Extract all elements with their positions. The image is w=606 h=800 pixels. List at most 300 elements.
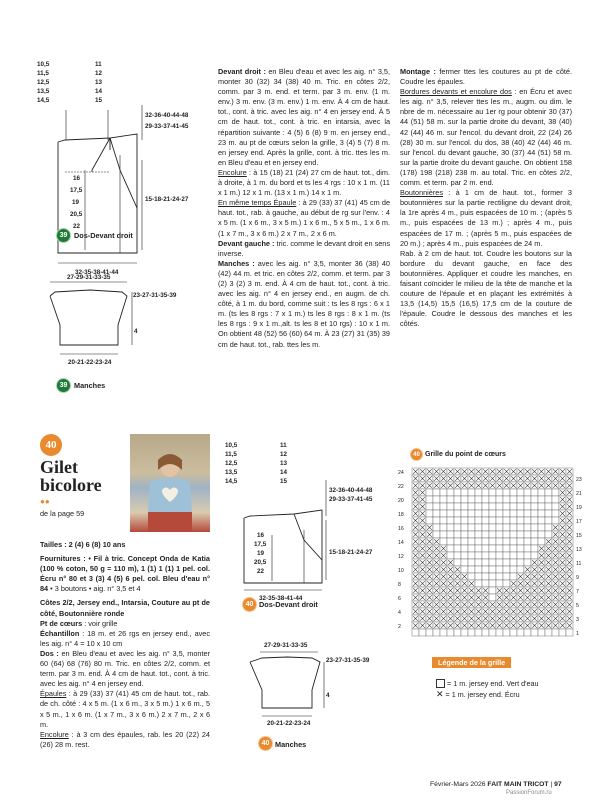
grid-cell bbox=[482, 580, 489, 587]
grid-cell bbox=[475, 517, 482, 524]
grid-cell bbox=[545, 510, 552, 517]
grid-cell bbox=[454, 552, 461, 559]
grid-cell bbox=[426, 510, 433, 517]
devant-left-num-3: 12,5 bbox=[37, 79, 50, 86]
pattern-title-2: bicolore bbox=[40, 475, 102, 495]
label: Encolure bbox=[40, 729, 69, 739]
grid-cell bbox=[440, 496, 447, 503]
grid-cell bbox=[454, 510, 461, 517]
grid-cell bbox=[454, 538, 461, 545]
grid-cell bbox=[496, 489, 503, 496]
grid-row-label-left: 16 bbox=[398, 526, 404, 532]
devant-caption-top: Dos-Devant droit bbox=[74, 231, 133, 240]
text: : voir grille bbox=[82, 618, 118, 628]
footer-page: 97 bbox=[554, 781, 562, 788]
para-epaule bbox=[218, 198, 390, 238]
ulabel: Bordures devants et encolure dos bbox=[400, 87, 512, 97]
grid-cell bbox=[447, 538, 454, 545]
grid-cell bbox=[447, 524, 454, 531]
grid-cell bbox=[433, 510, 440, 517]
pt-coeurs bbox=[40, 619, 210, 629]
grid-cell bbox=[489, 594, 496, 601]
devant-inner-3: 19 bbox=[72, 199, 80, 206]
devant-right-num-5: 15 bbox=[95, 97, 103, 104]
text: tric. comme le devant droit en sens inverse. bbox=[218, 238, 390, 258]
grid-cell bbox=[545, 531, 552, 538]
b-side: 15-18-21-24-27 bbox=[329, 549, 373, 556]
grid-cell bbox=[426, 517, 433, 524]
grid-cell bbox=[559, 629, 566, 636]
text: avec les aig. n° 3,5, monter 36 (38) 40 (42) 44 m. et tric. en côtes 2/2, comm. et term. par 3 (2) 3 (2) 3 m. end. À 4 cm de haut. tot., cont. à tric. avec les aig. n° 4 en jersey end., en augm. de ch. côté, à 1 m. du bord, comme suit : ts les 8 rgs : 6 x 1 m. (ts les 8 rgs : 7 x 1 m.) ts les 8 rgs : 8 x 1 m. (ts les 8 rgs : 9 x 1 m.,alt. ts les 8 et 10 rgs) : 10 x 1 m. On obtient 48 (52) 56 (60) 64 m. À 23 (27) 31 (35) 39 cm de haut. tot., rab. ttes les m. bbox=[218, 258, 390, 349]
grid-cell bbox=[538, 496, 545, 503]
grid-cell bbox=[440, 489, 447, 496]
grid-cell bbox=[440, 531, 447, 538]
b-right-num-4: 14 bbox=[280, 469, 288, 476]
grid-cell bbox=[461, 531, 468, 538]
grid-cell bbox=[468, 629, 475, 636]
grid-cell bbox=[552, 496, 559, 503]
difficulty-dots: ●● bbox=[40, 497, 50, 506]
grid-cell bbox=[503, 524, 510, 531]
grid-cell bbox=[440, 510, 447, 517]
grid-cell bbox=[503, 510, 510, 517]
grid-cell bbox=[517, 545, 524, 552]
grid-cell bbox=[468, 517, 475, 524]
grid-cell bbox=[524, 524, 531, 531]
figure-badge-39b: 39 bbox=[56, 378, 71, 393]
grid-cell bbox=[496, 545, 503, 552]
grid-cell bbox=[496, 580, 503, 587]
grid-cell bbox=[461, 538, 468, 545]
grid-row-label-left: 2 bbox=[398, 624, 401, 630]
grid-badge: 40 bbox=[410, 448, 423, 461]
text: : à 15 (18) 21 (24) 27 cm de haut. tot., dim. à droite, à 1 m. du bord et ts les 4 rgs : 10 x 1 m. (11 x 1 m.) 12 x 1 m. (13 x 1 m.) 14 x 1 m. bbox=[218, 167, 390, 198]
grid-cell bbox=[517, 496, 524, 503]
grid-cell bbox=[503, 552, 510, 559]
ulabel: Boutonnières bbox=[400, 188, 444, 198]
grid-cell bbox=[503, 559, 510, 566]
grid-row-label-right: 17 bbox=[576, 519, 582, 525]
grid-cell bbox=[496, 566, 503, 573]
grid-cell bbox=[510, 489, 517, 496]
grid-cell bbox=[461, 524, 468, 531]
devant-right-num-4: 14 bbox=[95, 88, 103, 95]
grid-cell bbox=[545, 503, 552, 510]
grid-cell bbox=[524, 489, 531, 496]
b-left-num-5: 14,5 bbox=[225, 478, 238, 485]
grid-cell bbox=[475, 559, 482, 566]
devant-height-mid: 29-33-37-41-45 bbox=[145, 123, 189, 130]
grid-cell bbox=[468, 552, 475, 559]
grid-cell bbox=[482, 629, 489, 636]
b-inner-4: 20,5 bbox=[254, 559, 267, 566]
grid-cell bbox=[552, 503, 559, 510]
grid-cell bbox=[538, 629, 545, 636]
manche-top: 27-29-31-33-35 bbox=[67, 274, 111, 281]
grid-cell bbox=[461, 545, 468, 552]
grid-row-label-left: 14 bbox=[398, 540, 404, 546]
pattern-number-badge: 40 bbox=[40, 434, 62, 456]
grid-cell bbox=[475, 510, 482, 517]
grid-cell bbox=[468, 545, 475, 552]
grid-cell bbox=[440, 524, 447, 531]
devant-side: 15-18-21-24-27 bbox=[145, 196, 189, 203]
grid-cell bbox=[475, 503, 482, 510]
grid-cell bbox=[524, 545, 531, 552]
points-list: Côtes 2/2, Jersey end., Intarsia, Couture au pt de côté, Boutonnière ronde bbox=[40, 598, 210, 618]
grid-row-label-left: 8 bbox=[398, 582, 401, 588]
devant-right-num-1: 11 bbox=[95, 61, 102, 68]
para-montage bbox=[400, 67, 572, 87]
grid-cell bbox=[475, 552, 482, 559]
grid-cell bbox=[496, 503, 503, 510]
grid-cell bbox=[475, 496, 482, 503]
grid-cell bbox=[510, 552, 517, 559]
grid-cell bbox=[475, 524, 482, 531]
text: : en Écru et avec les aig. n° 3,5, relever ttes les m., augm. ou dim. le nbre de m. nécessaire au 1er rg pour obtenir 30 (37) 44 (51) 58 m. sur la partie droite du devant, 38 (40) 42 (44) 46 m. sur l'encol. du devant droit, 22 (24) 26 (28) 30 m. sur l'encol. du dos, 38 (40) 42 (44) 46 m. sur l'encol. du devant gauche, 30 (37) 44 (51) 58 m. sur la partie droite du devant gauche. On obtient 158 (178) 198 (218) 238 m. au total. Tric. en côtes 2/2, comm. et term. par 2 m. end. bbox=[400, 87, 572, 188]
grid-cell bbox=[496, 524, 503, 531]
b-left-num-4: 13,5 bbox=[225, 469, 238, 476]
b-left-num-2: 11,5 bbox=[225, 451, 237, 458]
para-boutonnieres bbox=[400, 188, 572, 249]
grid-cell bbox=[517, 531, 524, 538]
grid-cell bbox=[510, 559, 517, 566]
b-manche-bottom: 20-21-22-23-24 bbox=[267, 720, 311, 727]
grid-cell bbox=[496, 517, 503, 524]
grid-cell bbox=[531, 538, 538, 545]
grid-cell bbox=[475, 545, 482, 552]
b-inner-2: 17,5 bbox=[254, 541, 267, 548]
empty-square-icon bbox=[436, 679, 445, 688]
grid-cells bbox=[412, 468, 573, 636]
grid-cell bbox=[468, 496, 475, 503]
grid-cell bbox=[461, 629, 468, 636]
footer-sep: | bbox=[550, 781, 553, 788]
photo-illustration bbox=[130, 434, 210, 532]
grid-row-label-right: 19 bbox=[576, 505, 582, 511]
grid-cell bbox=[503, 566, 510, 573]
grid-cell bbox=[503, 545, 510, 552]
grid-cell bbox=[496, 496, 503, 503]
grid-cell bbox=[447, 510, 454, 517]
grid-cell bbox=[468, 524, 475, 531]
grid-cell bbox=[468, 573, 475, 580]
devant-width: 32-35-38-41-44 bbox=[75, 269, 119, 276]
manche-caption-top: Manches bbox=[74, 381, 106, 390]
text: fermer ttes les coutures au pt de côté. Coudre les épaules. bbox=[400, 67, 572, 87]
grid-cell bbox=[510, 545, 517, 552]
grid-cell bbox=[503, 496, 510, 503]
text: en Bleu d'eau et avec les aig. n° 3,5, monter 30 (32) 34 (38) 40 m. Tric. en côtes 2/2, comm. par 3 m. end. et term. par 3 m. env. (1 m. env.) 3 m. env. (3 m. env.) 1 m. env. À 4 cm de haut. tot., cont. à tric. avec les aig. n° 4 en jersey end. À 5 cm de haut. tot., cont. à tric. en intarsia, avec la répartition suivante : 4 (5) 6 (8) 9 m. en jersey end., 23 m. au pt de cœurs selon la grille, 3 (4) 5 (7) 8 m. en jersey end. Après la grille, cont. à tric. ttes les m. en Bleu d'eau et en jersey end. bbox=[218, 67, 390, 167]
grid-cell bbox=[503, 517, 510, 524]
grid-row-label-right: 5 bbox=[576, 603, 579, 609]
grid-cell bbox=[510, 517, 517, 524]
grid-cell bbox=[531, 552, 538, 559]
grid-cell bbox=[510, 629, 517, 636]
grid-cell bbox=[447, 552, 454, 559]
grid-cell bbox=[433, 531, 440, 538]
grid-cell bbox=[461, 552, 468, 559]
grid-cell bbox=[489, 538, 496, 545]
grid-cell bbox=[545, 524, 552, 531]
grid-cell bbox=[489, 496, 496, 503]
grid-cell bbox=[454, 489, 461, 496]
grid-cell bbox=[496, 629, 503, 636]
grid-cell bbox=[538, 489, 545, 496]
b-inner-3: 19 bbox=[257, 550, 265, 557]
grid-cell bbox=[447, 496, 454, 503]
pattern-ref: de la page 59 bbox=[40, 509, 85, 518]
grid-cell bbox=[531, 510, 538, 517]
label: Montage : bbox=[400, 67, 436, 76]
manche-caption-bottom: Manches bbox=[275, 740, 307, 749]
legend-1-text: = 1 m. jersey end. Vert d'eau bbox=[447, 679, 539, 688]
manche-schematic-top bbox=[50, 274, 177, 366]
ulabel: En même temps Épaule bbox=[218, 198, 297, 208]
grid-cell bbox=[461, 503, 468, 510]
grid-cell bbox=[440, 503, 447, 510]
para-devant-gauche bbox=[218, 239, 390, 259]
grid-cell bbox=[566, 629, 573, 636]
b-inner-1: 16 bbox=[257, 532, 265, 539]
manche-right: 23-27-31-35-39 bbox=[133, 292, 177, 299]
grid-cell bbox=[489, 510, 496, 517]
grid-cell bbox=[517, 489, 524, 496]
grid-row-label-left: 4 bbox=[398, 610, 401, 616]
grid-cell bbox=[531, 496, 538, 503]
para-bordures bbox=[400, 87, 572, 188]
top-schematics bbox=[30, 60, 210, 395]
grid-cell bbox=[531, 545, 538, 552]
label: Dos : bbox=[40, 648, 59, 658]
grid-cell bbox=[447, 545, 454, 552]
grid-cell bbox=[489, 517, 496, 524]
col-right bbox=[400, 67, 572, 329]
text: : à 3 cm des épaules, rab. les 20 (22) 24 (26) 28 m. rest. bbox=[40, 729, 210, 749]
b-left-num-1: 10,5 bbox=[225, 442, 238, 449]
grid-cell bbox=[454, 524, 461, 531]
grid-cell bbox=[468, 489, 475, 496]
boutons-text: • 3 boutons • aig. n° 3,5 et 4 bbox=[48, 584, 141, 594]
grid-cell bbox=[545, 496, 552, 503]
footer-mag: FAIT MAIN TRICOT bbox=[487, 781, 549, 788]
grid-cell bbox=[496, 573, 503, 580]
grid-cell bbox=[447, 517, 454, 524]
grid-cell bbox=[454, 496, 461, 503]
grid-cell bbox=[531, 503, 538, 510]
grid-cell bbox=[496, 552, 503, 559]
fournitures bbox=[40, 554, 210, 594]
grid-cell bbox=[538, 538, 545, 545]
grid-cell bbox=[489, 573, 496, 580]
grid-cell bbox=[517, 538, 524, 545]
grid-cell bbox=[482, 573, 489, 580]
grid-cell bbox=[545, 517, 552, 524]
grid-cell bbox=[489, 489, 496, 496]
grid-cell bbox=[433, 524, 440, 531]
pattern-title-1: Gilet bbox=[40, 457, 78, 477]
grid-cell bbox=[482, 517, 489, 524]
para-encolure bbox=[218, 168, 390, 198]
grid-cell bbox=[517, 566, 524, 573]
grid-row-label-left: 12 bbox=[398, 554, 404, 560]
grid-cell bbox=[461, 496, 468, 503]
grid-cell bbox=[482, 489, 489, 496]
grid-cell bbox=[510, 566, 517, 573]
text: : à 29 (33) 37 (41) 45 cm de haut. tot., rab. à gauche, au début de rg sur l'env. : 4 x 5 m. (1 x 6 m., 3 x 5 m.) 1 x 6 m., 5 x 5 m., 1 x 6 m. (1 x 7 m., 3 x 6 m.) 2 x 7 m., 2 x 6 m. bbox=[218, 198, 391, 238]
label: Devant gauche : bbox=[218, 238, 275, 248]
grid-cell bbox=[482, 531, 489, 538]
grid-cell bbox=[524, 559, 531, 566]
grid-cell bbox=[517, 503, 524, 510]
grid-cell bbox=[468, 566, 475, 573]
col-mid bbox=[218, 67, 390, 350]
grid-cell bbox=[531, 531, 538, 538]
para-finition bbox=[400, 249, 572, 330]
grid-cell bbox=[489, 531, 496, 538]
grid-cell bbox=[538, 503, 545, 510]
grid-cell bbox=[447, 531, 454, 538]
grid-cell bbox=[531, 629, 538, 636]
devant-inner-1: 16 bbox=[73, 175, 81, 182]
grid-cell bbox=[531, 517, 538, 524]
legend-item-empty bbox=[436, 679, 538, 688]
grid-cell bbox=[461, 489, 468, 496]
grid-cell bbox=[433, 629, 440, 636]
devant-left-num-2: 11,5 bbox=[37, 70, 49, 77]
grid-cell bbox=[489, 552, 496, 559]
grid-cell bbox=[517, 524, 524, 531]
encolure-dos bbox=[40, 730, 210, 750]
grid-cell bbox=[426, 496, 433, 503]
watermark: PassionForum.ru bbox=[506, 790, 552, 796]
footer bbox=[430, 781, 562, 788]
grid-cell bbox=[440, 517, 447, 524]
grid-cell bbox=[496, 510, 503, 517]
grid-cell bbox=[433, 489, 440, 496]
grid-cell bbox=[468, 503, 475, 510]
grid-row-label-right: 21 bbox=[576, 491, 582, 497]
echantillon bbox=[40, 629, 210, 649]
grid-cell bbox=[447, 489, 454, 496]
grid-cell bbox=[426, 489, 433, 496]
grid-cell bbox=[433, 503, 440, 510]
grid-row-label-right: 3 bbox=[576, 617, 579, 623]
grid-cell bbox=[524, 503, 531, 510]
devant-left-num-4: 13,5 bbox=[37, 88, 50, 95]
grid-cell bbox=[454, 517, 461, 524]
grid-cell bbox=[503, 538, 510, 545]
grid-cell bbox=[503, 580, 510, 587]
devant-caption-bottom: Dos-Devant droit bbox=[259, 600, 318, 609]
footer-issue: Février-Mars 2026 bbox=[430, 781, 486, 788]
text: : 18 m. et 26 rgs en jersey end., avec les aig. n° 4 = 10 x 10 cm bbox=[40, 628, 210, 648]
grid-cell bbox=[517, 517, 524, 524]
grid-row-label-right: 13 bbox=[576, 547, 582, 553]
grid-cell bbox=[482, 566, 489, 573]
grid-cell bbox=[454, 545, 461, 552]
text: Rab. à 2 cm de haut. tot. Coudre les boutons sur la bordure du devant gauche, en face des boutonnières. Appliquer et coudre les manches, en faisant coïncider le milieu de la tête de manche et la couture de l'épaule et en plaçant les extrémités à 13,5 (14,5) 15,5 (16,5) 17,5 cm de la couture de l'épaule. Coudre le dessous des manches et les côtés. bbox=[400, 248, 572, 329]
grid-cell bbox=[510, 510, 517, 517]
grid-cell bbox=[454, 531, 461, 538]
bottom-schematics bbox=[222, 440, 397, 750]
label: Épaules bbox=[40, 689, 67, 699]
devant-schematic-bottom bbox=[225, 442, 373, 602]
cross-icon: ✕ bbox=[436, 689, 444, 699]
b-right-num-5: 15 bbox=[280, 478, 288, 485]
grid-cell bbox=[503, 629, 510, 636]
grid-cell bbox=[524, 496, 531, 503]
grid-cell bbox=[461, 517, 468, 524]
grid-cell bbox=[475, 573, 482, 580]
grid-cell bbox=[489, 566, 496, 573]
para-devant-droit bbox=[218, 67, 390, 168]
para-manches bbox=[218, 259, 390, 350]
figure-badge-40b: 40 bbox=[258, 736, 273, 751]
grid-cell bbox=[517, 510, 524, 517]
b-height-mid: 29-33-37-41-45 bbox=[329, 496, 373, 503]
manche-bottom: 20-21-22-23-24 bbox=[68, 359, 112, 366]
devant-schematic-top bbox=[37, 61, 189, 276]
grid-cell bbox=[524, 531, 531, 538]
grid-cell bbox=[496, 531, 503, 538]
grid-cell bbox=[489, 587, 496, 594]
label: Pt de cœurs bbox=[40, 618, 83, 628]
grid-cell bbox=[482, 545, 489, 552]
grid-cell bbox=[482, 559, 489, 566]
devant-inner-5: 22 bbox=[73, 223, 81, 230]
grid-cell bbox=[503, 489, 510, 496]
grid-row-label-right: 1 bbox=[576, 631, 579, 637]
label: Devant droit : bbox=[218, 67, 266, 76]
b-inner-5: 22 bbox=[257, 568, 265, 575]
grid-cell bbox=[510, 531, 517, 538]
grid-cell bbox=[517, 559, 524, 566]
grid-cell bbox=[461, 559, 468, 566]
col-left bbox=[40, 540, 210, 750]
grid-cell bbox=[489, 580, 496, 587]
dos bbox=[40, 649, 210, 689]
grid-cell bbox=[412, 629, 419, 636]
grid-cell bbox=[545, 629, 552, 636]
grid-cell bbox=[531, 524, 538, 531]
grid-cell bbox=[489, 545, 496, 552]
fournitures-text: Fournitures : • Fil à tric. Concept Onda de Katia (100 % coton, 50 g = 110 m), 1 (1) 1 (1) 1 pel. col. Écru n° 80 et 3 (3) 4 (5) 6 pel. col. Bleu d'eau n° 84 bbox=[40, 554, 210, 594]
grid-cell bbox=[475, 531, 482, 538]
grid-row-label-left: 10 bbox=[398, 568, 404, 574]
grid-cell bbox=[482, 496, 489, 503]
grid-cell bbox=[517, 629, 524, 636]
grid-row-label-left: 24 bbox=[398, 470, 404, 476]
grid-cell bbox=[482, 552, 489, 559]
grid-cell bbox=[552, 510, 559, 517]
grid-cell bbox=[524, 538, 531, 545]
grid-cell bbox=[545, 489, 552, 496]
grid-cell bbox=[482, 510, 489, 517]
manche-side: 4 bbox=[134, 328, 138, 335]
devant-inner-4: 20,5 bbox=[70, 211, 83, 218]
grid-row-label-left: 18 bbox=[398, 512, 404, 518]
heart-grid bbox=[395, 465, 595, 645]
b-manche-side: 4 bbox=[326, 692, 330, 699]
grid-cell bbox=[433, 496, 440, 503]
grid-cell bbox=[482, 538, 489, 545]
grid-cell bbox=[538, 510, 545, 517]
grid-cell bbox=[496, 559, 503, 566]
b-width: 32-35-38-41-44 bbox=[259, 595, 303, 602]
devant-height-top: 32-36-40-44-48 bbox=[145, 112, 189, 119]
grid-cell bbox=[510, 503, 517, 510]
